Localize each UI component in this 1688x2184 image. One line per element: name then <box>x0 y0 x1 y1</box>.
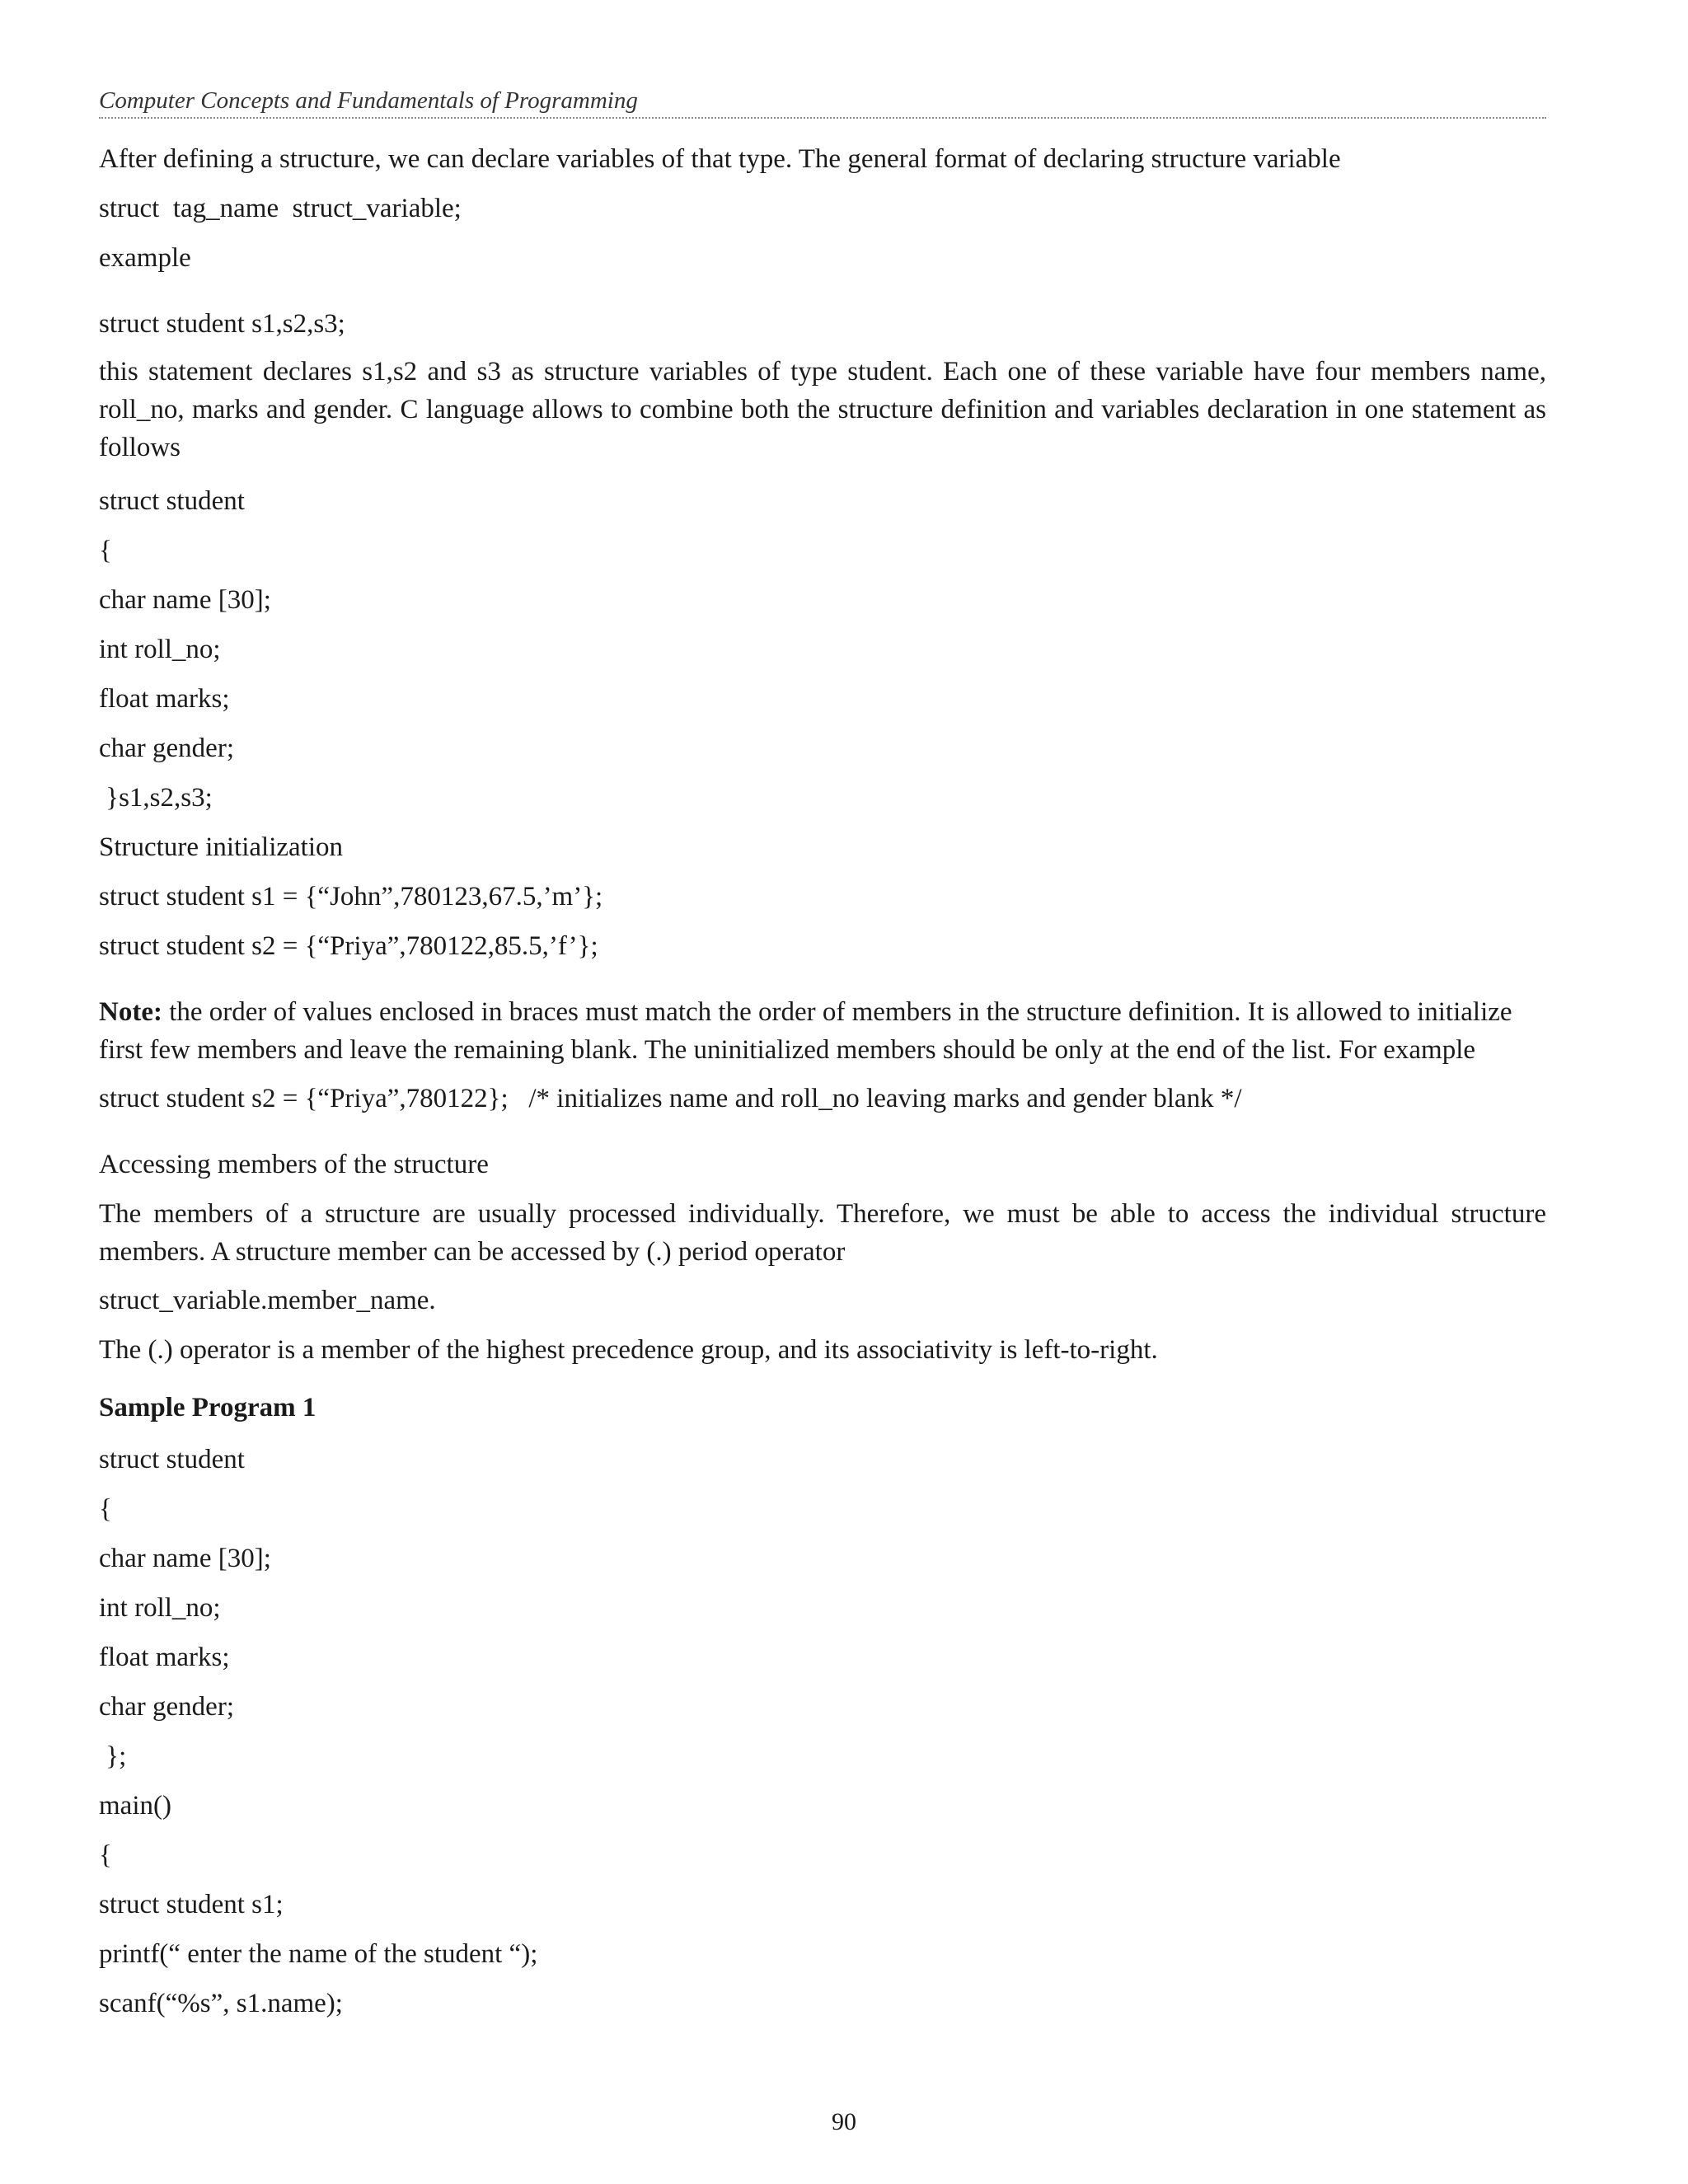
sample-code-line: float marks; <box>99 1643 230 1672</box>
code-line: { <box>99 536 112 565</box>
code-line: int roll_no; <box>99 635 221 664</box>
code-line: }s1,s2,s3; <box>99 783 213 813</box>
explanation-paragraph: this statement declares s1,s2 and s3 as structure variables of type student. Each one of these variable have four members name, roll_no, marks and gender. C language allows to combine both the structure definition and variables declaration in one statement as follows <box>99 357 1546 462</box>
init-heading: Structure initialization <box>99 832 344 862</box>
example-label: example <box>99 243 191 273</box>
code-line: float marks; <box>99 684 230 714</box>
sample-code-line: { <box>99 1494 112 1524</box>
code-line: char name [30]; <box>99 585 271 615</box>
partial-init-code-line: struct student s2 = {“Priya”,780122}; /* initializes name and roll_no leaving marks and gender blank */ <box>99 1084 1242 1113</box>
access-heading: Accessing members of the structure <box>99 1150 489 1179</box>
page-number: 90 <box>832 2108 856 2135</box>
running-header: Computer Concepts and Fundamentals of Programming <box>99 86 1546 119</box>
code-line: char gender; <box>99 733 234 763</box>
sample-code-line: }; <box>99 1741 127 1771</box>
note-paragraph <box>99 993 1546 1069</box>
format-line: struct tag_name struct_variable; <box>99 194 462 223</box>
sample-code-line: { <box>99 1840 112 1870</box>
sample-code-line: int roll_no; <box>99 1593 221 1623</box>
access-syntax-line: struct_variable.member_name. <box>99 1286 436 1315</box>
sample-code-line: struct student s1; <box>99 1890 284 1919</box>
precedence-paragraph: The (.) operator is a member of the highest precedence group, and its associativity is left-to-right. <box>99 1335 1158 1365</box>
sample-code-line: struct student <box>99 1445 245 1474</box>
sample-program-heading: Sample Program 1 <box>99 1393 316 1422</box>
intro-paragraph: After defining a structure, we can declare variables of that type. The general format of declaring structure variable <box>99 144 1341 174</box>
note-label: Note: <box>99 997 162 1027</box>
sample-code-line: main() <box>99 1791 171 1821</box>
example-code-line: struct student s1,s2,s3; <box>99 309 345 339</box>
code-line: struct student <box>99 486 245 516</box>
note-text: the order of values enclosed in braces must match the order of members in the structure definition. It is allowed to initialize first few members and leave the remaining blank. The uninitialized members should be only at the end of the list. For example <box>99 997 1512 1065</box>
init-code-line: struct student s1 = {“John”,780123,67.5,’m’}; <box>99 882 603 912</box>
access-paragraph: The members of a structure are usually processed individually. Therefore, we must be able to access the individual structure members. A structure member can be accessed by (.) period operator <box>99 1199 1546 1267</box>
sample-code-line: char gender; <box>99 1692 234 1722</box>
sample-code-line: char name [30]; <box>99 1544 271 1573</box>
sample-code-line: scanf(“%s”, s1.name); <box>99 1989 343 2018</box>
sample-code-line: printf(“ enter the name of the student “); <box>99 1939 538 1969</box>
init-code-line: struct student s2 = {“Priya”,780122,85.5,’f’}; <box>99 931 598 961</box>
